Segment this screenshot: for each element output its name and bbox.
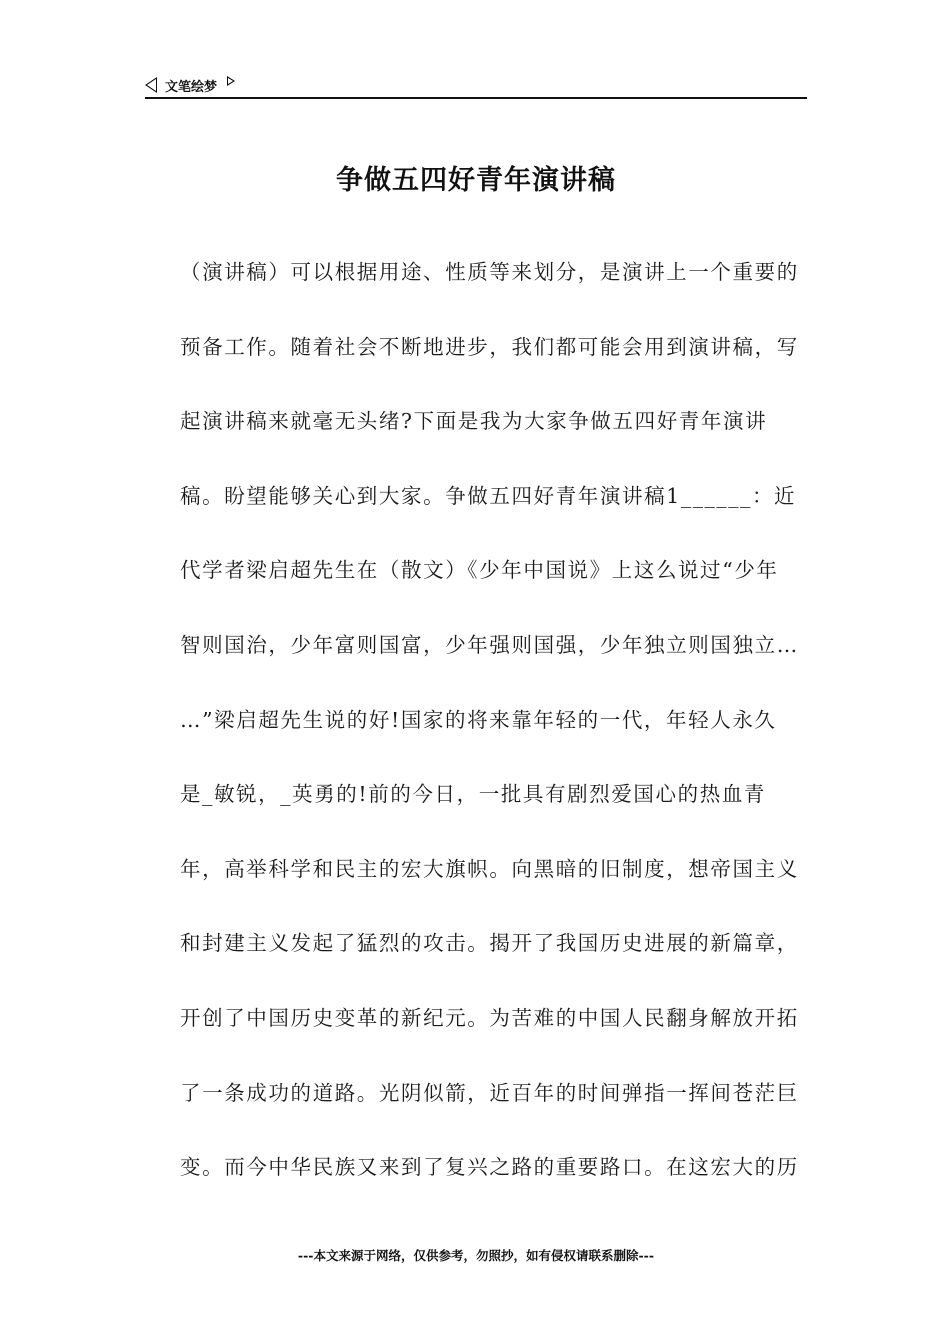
document-title: 争做五四好青年演讲稿 — [336, 165, 616, 196]
body-line: 年，高举科学和民主的宏大旗帜。向黑暗的旧制度，想帝国主义 — [180, 856, 799, 881]
body-line: （演讲稿）可以根据用途、性质等来划分，是演讲上一个重要的 — [180, 260, 799, 284]
body-line: 变。而今中华民族又来到了复兴之路的重要路口。在这宏大的历 — [180, 1155, 799, 1180]
body-line: …”梁启超先生说的好!国家的将来靠年轻的一代，年轻人永久 — [180, 707, 777, 732]
body-line: 是_敏锐，_英勇的!前的今日，一批具有剧烈爱国心的热血青 — [180, 782, 767, 807]
page-header — [145, 74, 805, 96]
header-divider — [145, 97, 807, 99]
document-body — [180, 252, 810, 1222]
right-triangle-icon — [227, 76, 235, 86]
body-line: 代学者梁启超先生在（散文）《少年中国说》上这么说过“少年 — [180, 558, 779, 583]
body-line: 稿。盼望能够关心到大家。争做五四好青年演讲稿1______：近 — [180, 483, 797, 508]
body-line: 和封建主义发起了猛烈的攻击。揭开了我国历史进展的新篇章， — [180, 931, 799, 956]
body-line: 智则国治，少年富则国富，少年强则国强，少年独立则国独立… — [180, 632, 799, 657]
body-line: 预备工作。随着社会不断地进步，我们都可能会用到演讲稿，写 — [180, 334, 799, 359]
body-line: 起演讲稿来就毫无头绪?下面是我为大家争做五四好青年演讲 — [180, 409, 768, 434]
left-triangle-icon — [145, 77, 157, 93]
footer-disclaimer: ---本文来源于网络，仅供参考，勿照抄，如有侵权请联系删除--- — [297, 1248, 655, 1263]
header-brand: 文笔绘梦 — [165, 79, 218, 95]
body-line: 开创了中国历史变革的新纪元。为苦难的中国人民翻身解放开拓 — [180, 1005, 799, 1030]
body-line: 了一条成功的道路。光阴似箭，近百年的时间弹指一挥间苍茫巨 — [180, 1080, 799, 1105]
